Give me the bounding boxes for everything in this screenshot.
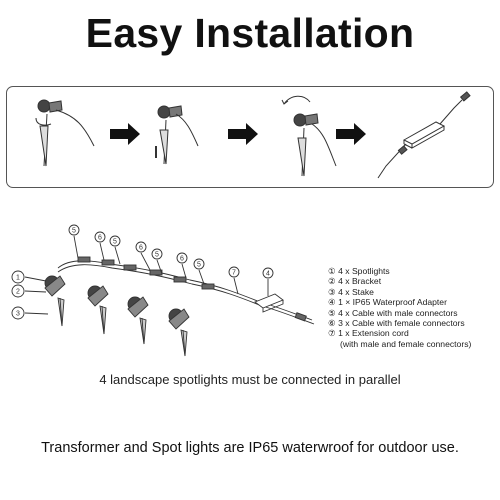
arrow-icon	[336, 123, 366, 145]
legend-item: ① 4 x Spotlights	[328, 266, 390, 276]
step2-spotlight	[156, 106, 198, 164]
callout-3: 3	[16, 310, 20, 318]
step3-spotlight	[282, 96, 336, 176]
legend-item: ⑦ 1 x Extension cord	[328, 328, 409, 339]
legend-item: ⑥ 3 x Cable with female connectors	[328, 318, 465, 329]
callout-5: 5	[155, 251, 159, 259]
spotlight-2	[88, 286, 108, 334]
parallel-connection-note: 4 landscape spotlights must be connected in parallel	[99, 372, 401, 387]
step-arrows	[110, 123, 366, 145]
callout-5: 5	[113, 238, 117, 246]
legend-item: ④ 1 × IP65 Waterproof Adapter	[328, 297, 447, 308]
step4-adapter	[378, 92, 470, 178]
step1-spotlight	[36, 100, 94, 166]
wiring-diagram	[0, 220, 330, 370]
legend-item: ⑤ 4 x Cable with male connectors	[328, 307, 458, 318]
callout-5: 5	[72, 227, 76, 235]
callout-6: 6	[139, 244, 143, 252]
callout-2: 2	[16, 288, 20, 296]
callout-4: 4	[266, 270, 270, 278]
spotlight-4	[169, 309, 189, 356]
legend-item: ③ 4 x Stake	[328, 286, 374, 297]
waterproof-note: Transformer and Spot lights are IP65 waterwroof for outdoor use.	[41, 440, 459, 456]
arrow-icon	[110, 123, 140, 145]
spotlight-1	[45, 276, 65, 326]
callout-5: 5	[197, 261, 201, 269]
callout-7: 7	[232, 269, 236, 277]
arrow-icon	[228, 123, 258, 145]
installation-steps-illustration	[6, 86, 494, 188]
legend-item-continuation: (with male and female connectors)	[340, 338, 472, 349]
callout-6: 6	[180, 255, 184, 263]
spotlight-3	[128, 297, 148, 344]
callout-6: 6	[98, 234, 102, 242]
legend-item: ② 4 x Bracket	[328, 276, 382, 287]
callout-1: 1	[16, 274, 20, 282]
parts-legend	[328, 266, 471, 349]
page-title: Easy Installation	[85, 10, 415, 56]
